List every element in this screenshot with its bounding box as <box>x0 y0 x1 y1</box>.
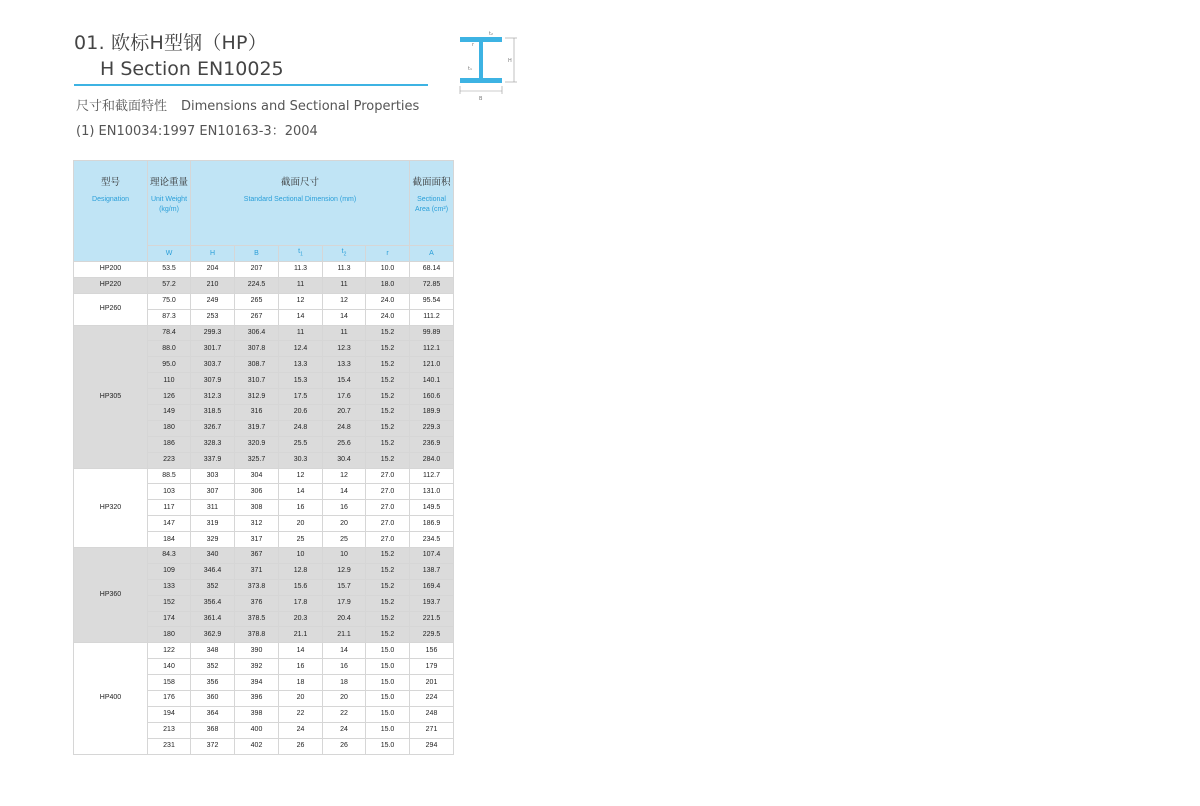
table-cell: 15.2 <box>366 357 410 373</box>
table-cell: 204 <box>191 262 235 278</box>
table-cell: 14 <box>323 484 366 500</box>
table-cell: 12.4 <box>279 341 323 357</box>
designation-cell: HP305 <box>74 325 148 468</box>
table-cell: 372 <box>191 738 235 754</box>
table-cell: 186.9 <box>410 516 454 532</box>
table-cell: 325.7 <box>235 452 279 468</box>
table-row <box>74 548 454 564</box>
table-cell: 15.0 <box>366 643 410 659</box>
diagram-label-r: r <box>472 42 475 48</box>
table-cell: 87.3 <box>148 309 191 325</box>
table-cell: 316 <box>235 405 279 421</box>
table-cell: 176 <box>148 691 191 707</box>
table-cell: 352 <box>191 579 235 595</box>
diagram-label-t1: t₁ <box>468 66 472 72</box>
table-cell: 21.1 <box>323 627 366 643</box>
table-cell: 15.2 <box>366 627 410 643</box>
table-cell: 18 <box>323 675 366 691</box>
table-cell: 14 <box>279 643 323 659</box>
table-cell: 348 <box>191 643 235 659</box>
page-subtitle: H Section EN10025 <box>100 58 284 80</box>
table-cell: 184 <box>148 532 191 548</box>
table-cell: 10.0 <box>366 262 410 278</box>
table-cell: 11.3 <box>279 262 323 278</box>
table-cell: 24 <box>323 722 366 738</box>
table-cell: 75.0 <box>148 293 191 309</box>
table-cell: 25 <box>279 532 323 548</box>
table-cell: 253 <box>191 309 235 325</box>
table-cell: 201 <box>410 675 454 691</box>
table-cell: 16 <box>323 659 366 675</box>
table-cell: 11 <box>323 325 366 341</box>
diagram-label-b: B <box>479 96 483 102</box>
table-cell: 57.2 <box>148 277 191 293</box>
table-cell: 249 <box>191 293 235 309</box>
table-cell: 25.5 <box>279 436 323 452</box>
table-cell: 72.85 <box>410 277 454 293</box>
table-cell: 15.0 <box>366 675 410 691</box>
table-cell: 133 <box>148 579 191 595</box>
designation-cell: HP360 <box>74 548 148 643</box>
table-cell: 140 <box>148 659 191 675</box>
col-header-section-dimensions: 截面尺寸 Standard Sectional Dimension (mm) <box>191 161 410 246</box>
table-cell: 158 <box>148 675 191 691</box>
table-cell: 68.14 <box>410 262 454 278</box>
table-cell: 210 <box>191 277 235 293</box>
table-cell: 20 <box>323 691 366 707</box>
table-cell: 117 <box>148 500 191 516</box>
table-cell: 109 <box>148 563 191 579</box>
table-cell: 306 <box>235 484 279 500</box>
table-cell: 378.8 <box>235 627 279 643</box>
table-cell: 20 <box>323 516 366 532</box>
table-cell: 169.4 <box>410 579 454 595</box>
table-cell: 301.7 <box>191 341 235 357</box>
page-title: 01. 欧标H型钢（HP） <box>74 32 267 54</box>
table-cell: 15.0 <box>366 659 410 675</box>
col-header-designation: 型号 Designation <box>74 161 148 262</box>
table-cell: 378.5 <box>235 611 279 627</box>
table-cell: 11 <box>279 277 323 293</box>
diagram-label-h: H <box>508 58 512 64</box>
table-cell: 346.4 <box>191 563 235 579</box>
table-cell: 10 <box>279 548 323 564</box>
table-cell: 95.54 <box>410 293 454 309</box>
table-cell: 12 <box>279 293 323 309</box>
table-cell: 15.2 <box>366 563 410 579</box>
table-cell: 18.0 <box>366 277 410 293</box>
table-cell: 112.7 <box>410 468 454 484</box>
table-cell: 326.7 <box>191 420 235 436</box>
table-cell: 180 <box>148 420 191 436</box>
table-cell: 193.7 <box>410 595 454 611</box>
table-cell: 27.0 <box>366 516 410 532</box>
table-cell: 312.9 <box>235 389 279 405</box>
table-cell: 307.8 <box>235 341 279 357</box>
table-cell: 27.0 <box>366 484 410 500</box>
table-cell: 15.0 <box>366 706 410 722</box>
table-cell: 53.5 <box>148 262 191 278</box>
table-cell: 121.0 <box>410 357 454 373</box>
table-cell: 14 <box>323 643 366 659</box>
symbol-t1: $t_1$ <box>279 246 323 262</box>
table-cell: 147 <box>148 516 191 532</box>
table-cell: 17.6 <box>323 389 366 405</box>
table-cell: 223 <box>148 452 191 468</box>
table-cell: 231 <box>148 738 191 754</box>
table-cell: 26 <box>323 738 366 754</box>
table-cell: 15.2 <box>366 389 410 405</box>
table-cell: 340 <box>191 548 235 564</box>
table-cell: 149.5 <box>410 500 454 516</box>
table-cell: 15.7 <box>323 579 366 595</box>
table-cell: 111.2 <box>410 309 454 325</box>
table-cell: 12.9 <box>323 563 366 579</box>
table-body <box>74 262 454 755</box>
table-cell: 21.1 <box>279 627 323 643</box>
dimensions-caption-cn: 尺寸和截面特性 <box>76 99 168 114</box>
table-cell: 311 <box>191 500 235 516</box>
table-cell: 122 <box>148 643 191 659</box>
table-cell: 84.3 <box>148 548 191 564</box>
table-cell: 110 <box>148 373 191 389</box>
table-cell: 24 <box>279 722 323 738</box>
table-cell: 15.2 <box>366 405 410 421</box>
designation-cell: HP200 <box>74 262 148 278</box>
table-cell: 126 <box>148 389 191 405</box>
table-cell: 312 <box>235 516 279 532</box>
table-cell: 20.7 <box>323 405 366 421</box>
table-cell: 22 <box>279 706 323 722</box>
table-row <box>74 468 454 484</box>
table-cell: 307 <box>191 484 235 500</box>
table-cell: 20.4 <box>323 611 366 627</box>
table-cell: 303.7 <box>191 357 235 373</box>
table-cell: 271 <box>410 722 454 738</box>
table-cell: 390 <box>235 643 279 659</box>
table-cell: 107.4 <box>410 548 454 564</box>
table-row <box>74 325 454 341</box>
table-cell: 12 <box>323 468 366 484</box>
table-cell: 20 <box>279 691 323 707</box>
table-cell: 361.4 <box>191 611 235 627</box>
table-cell: 352 <box>191 659 235 675</box>
table-cell: 307.9 <box>191 373 235 389</box>
table-row <box>74 643 454 659</box>
symbol-b: B <box>235 246 279 262</box>
table-cell: 24.8 <box>323 420 366 436</box>
table-cell: 15.2 <box>366 611 410 627</box>
table-cell: 320.9 <box>235 436 279 452</box>
table-cell: 95.0 <box>148 357 191 373</box>
table-cell: 149 <box>148 405 191 421</box>
table-cell: 131.0 <box>410 484 454 500</box>
table-cell: 15.0 <box>366 722 410 738</box>
table-cell: 265 <box>235 293 279 309</box>
table-cell: 189.9 <box>410 405 454 421</box>
hp-section-table <box>73 160 454 755</box>
table-cell: 27.0 <box>366 468 410 484</box>
diagram-label-t2: t₂ <box>489 31 493 37</box>
table-cell: 25 <box>323 532 366 548</box>
table-cell: 14 <box>323 309 366 325</box>
table-cell: 22 <box>323 706 366 722</box>
table-row <box>74 277 454 293</box>
table-cell: 294 <box>410 738 454 754</box>
table-cell: 10 <box>323 548 366 564</box>
dimensions-caption <box>76 95 419 114</box>
table-cell: 400 <box>235 722 279 738</box>
table-cell: 152 <box>148 595 191 611</box>
table-cell: 248 <box>410 706 454 722</box>
table-cell: 207 <box>235 262 279 278</box>
table-cell: 12.8 <box>279 563 323 579</box>
table-cell: 12.3 <box>323 341 366 357</box>
table-cell: 88.0 <box>148 341 191 357</box>
table-cell: 27.0 <box>366 500 410 516</box>
dimensions-caption-en: Dimensions and Sectional Properties <box>181 99 420 114</box>
table-cell: 12 <box>279 468 323 484</box>
table-cell: 194 <box>148 706 191 722</box>
table-cell: 156 <box>410 643 454 659</box>
title-underline <box>74 84 428 86</box>
table-cell: 267 <box>235 309 279 325</box>
table-cell: 229.3 <box>410 420 454 436</box>
table-cell: 356.4 <box>191 595 235 611</box>
table-cell: 18 <box>279 675 323 691</box>
table-cell: 303 <box>191 468 235 484</box>
table-cell: 15.0 <box>366 691 410 707</box>
table-cell: 312.3 <box>191 389 235 405</box>
table-cell: 371 <box>235 563 279 579</box>
symbol-t2: $t_2$ <box>323 246 366 262</box>
table-cell: 306.4 <box>235 325 279 341</box>
table-cell: 11 <box>323 277 366 293</box>
table-cell: 30.3 <box>279 452 323 468</box>
col-header-area: 截面面积 Sectional Area (cm²) <box>410 161 454 246</box>
table-cell: 364 <box>191 706 235 722</box>
symbol-w: W <box>148 246 191 262</box>
table-cell: 15.2 <box>366 325 410 341</box>
table-cell: 17.5 <box>279 389 323 405</box>
table-cell: 15.0 <box>366 738 410 754</box>
table-cell: 16 <box>279 659 323 675</box>
table-cell: 186 <box>148 436 191 452</box>
standard-reference: (1) EN10034:1997 EN10163-3：2004 <box>76 124 318 139</box>
table-cell: 103 <box>148 484 191 500</box>
table-cell: 27.0 <box>366 532 410 548</box>
table-cell: 11 <box>279 325 323 341</box>
table-cell: 14 <box>279 484 323 500</box>
table-cell: 15.3 <box>279 373 323 389</box>
table-cell: 337.9 <box>191 452 235 468</box>
table-cell: 318.5 <box>191 405 235 421</box>
table-cell: 180 <box>148 627 191 643</box>
table-cell: 88.5 <box>148 468 191 484</box>
table-cell: 140.1 <box>410 373 454 389</box>
symbol-a: A <box>410 246 454 262</box>
table-cell: 398 <box>235 706 279 722</box>
table-cell: 25.6 <box>323 436 366 452</box>
table-cell: 12 <box>323 293 366 309</box>
table-cell: 329 <box>191 532 235 548</box>
table-cell: 13.3 <box>323 357 366 373</box>
table-cell: 356 <box>191 675 235 691</box>
table-cell: 15.2 <box>366 548 410 564</box>
table-cell: 30.4 <box>323 452 366 468</box>
table-row <box>74 262 454 278</box>
table-cell: 78.4 <box>148 325 191 341</box>
table-cell: 308.7 <box>235 357 279 373</box>
table-cell: 15.6 <box>279 579 323 595</box>
heading-block <box>74 30 284 82</box>
table-cell: 317 <box>235 532 279 548</box>
table-cell: 15.2 <box>366 341 410 357</box>
table-cell: 15.2 <box>366 373 410 389</box>
table-cell: 213 <box>148 722 191 738</box>
table-cell: 16 <box>323 500 366 516</box>
table-row <box>74 293 454 309</box>
designation-cell: HP320 <box>74 468 148 547</box>
table-cell: 20.6 <box>279 405 323 421</box>
table-cell: 376 <box>235 595 279 611</box>
symbol-r: r <box>366 246 410 262</box>
table-cell: 319.7 <box>235 420 279 436</box>
table-cell: 15.2 <box>366 595 410 611</box>
table-cell: 229.5 <box>410 627 454 643</box>
table-cell: 15.2 <box>366 420 410 436</box>
table-cell: 310.7 <box>235 373 279 389</box>
table-cell: 362.9 <box>191 627 235 643</box>
table-cell: 15.2 <box>366 452 410 468</box>
symbol-h: H <box>191 246 235 262</box>
table-cell: 308 <box>235 500 279 516</box>
table-cell: 112.1 <box>410 341 454 357</box>
table-cell: 138.7 <box>410 563 454 579</box>
table-cell: 17.9 <box>323 595 366 611</box>
table-cell: 11.3 <box>323 262 366 278</box>
table-cell: 221.5 <box>410 611 454 627</box>
table-cell: 15.2 <box>366 436 410 452</box>
table-cell: 16 <box>279 500 323 516</box>
table-cell: 26 <box>279 738 323 754</box>
table-cell: 284.0 <box>410 452 454 468</box>
table-cell: 234.5 <box>410 532 454 548</box>
table-cell: 224.5 <box>235 277 279 293</box>
table-cell: 24.8 <box>279 420 323 436</box>
table-cell: 24.0 <box>366 293 410 309</box>
table-cell: 20 <box>279 516 323 532</box>
table-cell: 179 <box>410 659 454 675</box>
table-cell: 394 <box>235 675 279 691</box>
table-cell: 299.3 <box>191 325 235 341</box>
table-cell: 236.9 <box>410 436 454 452</box>
designation-cell: HP260 <box>74 293 148 325</box>
table-cell: 174 <box>148 611 191 627</box>
table-cell: 396 <box>235 691 279 707</box>
table-cell: 368 <box>191 722 235 738</box>
table-cell: 24.0 <box>366 309 410 325</box>
table-cell: 367 <box>235 548 279 564</box>
table-cell: 15.2 <box>366 579 410 595</box>
table-cell: 304 <box>235 468 279 484</box>
table-cell: 13.3 <box>279 357 323 373</box>
col-header-weight: 理论重量 Unit Weight (kg/m) <box>148 161 191 246</box>
table-cell: 224 <box>410 691 454 707</box>
table-cell: 99.89 <box>410 325 454 341</box>
designation-cell: HP400 <box>74 643 148 754</box>
table-cell: 17.8 <box>279 595 323 611</box>
designation-cell: HP220 <box>74 277 148 293</box>
table-cell: 402 <box>235 738 279 754</box>
table-cell: 15.4 <box>323 373 366 389</box>
table-cell: 160.6 <box>410 389 454 405</box>
table-cell: 392 <box>235 659 279 675</box>
table-cell: 319 <box>191 516 235 532</box>
table-cell: 328.3 <box>191 436 235 452</box>
table-cell: 360 <box>191 691 235 707</box>
table-cell: 20.3 <box>279 611 323 627</box>
table-cell: 373.8 <box>235 579 279 595</box>
h-section-diagram-icon <box>455 30 525 102</box>
table-cell: 14 <box>279 309 323 325</box>
